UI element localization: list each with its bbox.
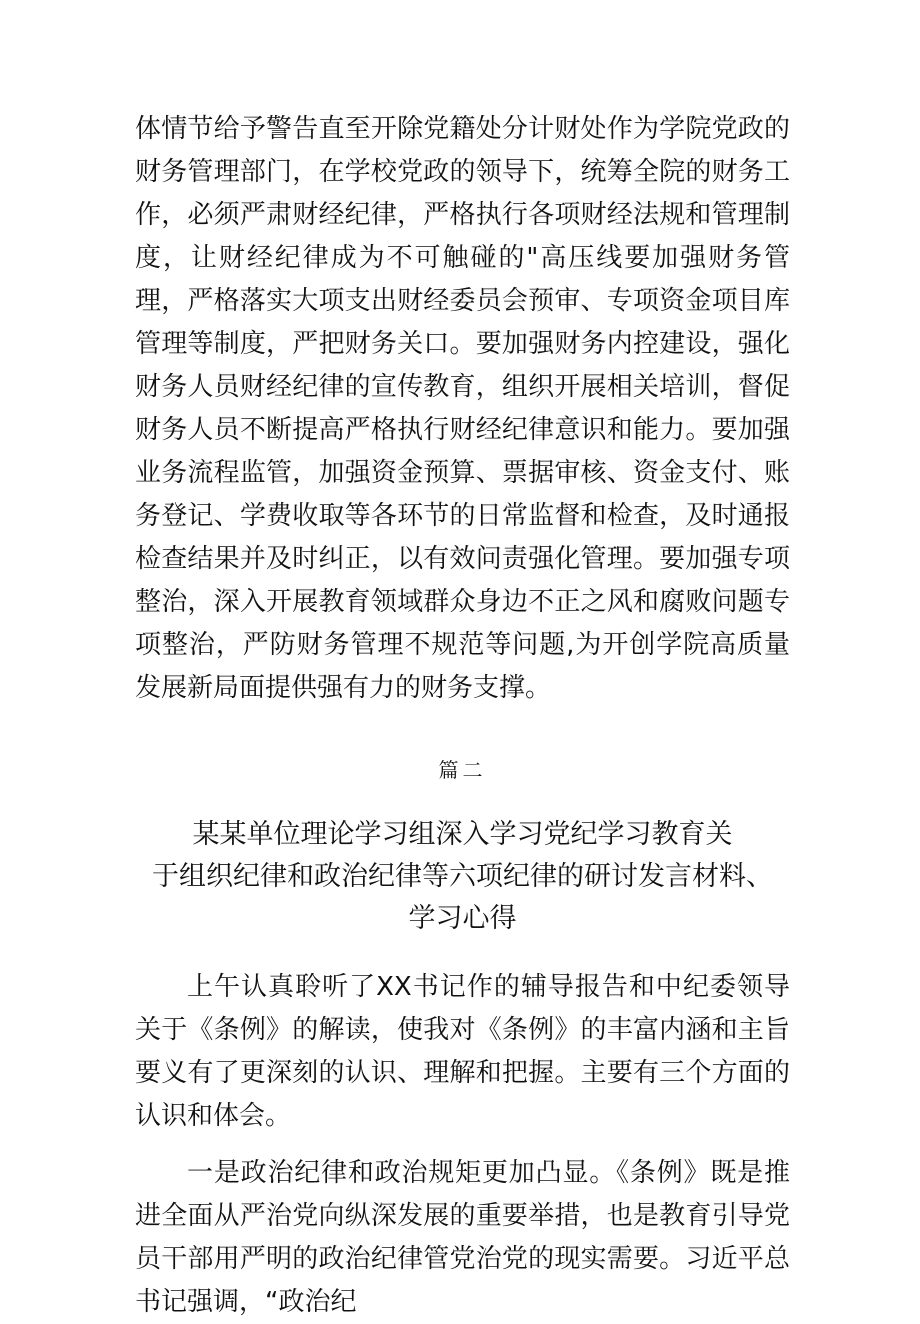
body-paragraph-1: 上午认真聆听了XX书记作的辅导报告和中纪委领导关于《条例》的解读，使我对《条例》的丰富内涵和主旨要义有了更深刻的认识、理解和把握。主要有三个方面的认识和体会。 [135, 972, 790, 1131]
title-line-3: 学习心得 [408, 903, 517, 934]
body-paragraph-2: 一是政治纪律和政治规矩更加凸显。《条例》既是推进全面从严治党向纵深发展的重要举措，也是教育引导党员干部用严明的政治纪律管党治党的现实需要。习近平总书记强调，“政治纪 [135, 1158, 790, 1317]
section-label: 篇二 [438, 758, 487, 782]
continued-paragraph: 体情节给予警告直至开除党籍处分计财处作为学院党政的财务管理部门，在学校党政的领导下，统筹全院的财务工作，必须严肃财经纪律，严格执行各项财经法规和管理制度，让财经纪律成为不可触碰的"高压线要加强财务管理，严格落实大项支出财经委员会预审、专项资金项目库管理等制度，严把财务关口。要加强财务内控建设，强化财务人员财经纪律的宣传教育，组织开展相关培训，督促财务人员不断提高严格执行财经纪律意识和能力。要加强业务流程监管，加强资金预算、票据审核、资金支付、账务登记、学费收取等各环节的日常监督和检查，及时通报检查结果并及时纠正，以有效问责强化管理。要加强专项整治，深入开展教育领域群众身边不正之风和腐败问题专项整治，严防财务管理不规范等问题,为开创学院高质量发展新局面提供强有力的财务支撑。 [135, 114, 790, 703]
title-line-1: 某某单位理论学习组深入学习党纪学习教育关 [192, 819, 733, 850]
title-line-2: 于组织纪律和政治纪律等六项纪律的研讨发言材料、 [152, 861, 773, 892]
document-title [135, 814, 790, 940]
